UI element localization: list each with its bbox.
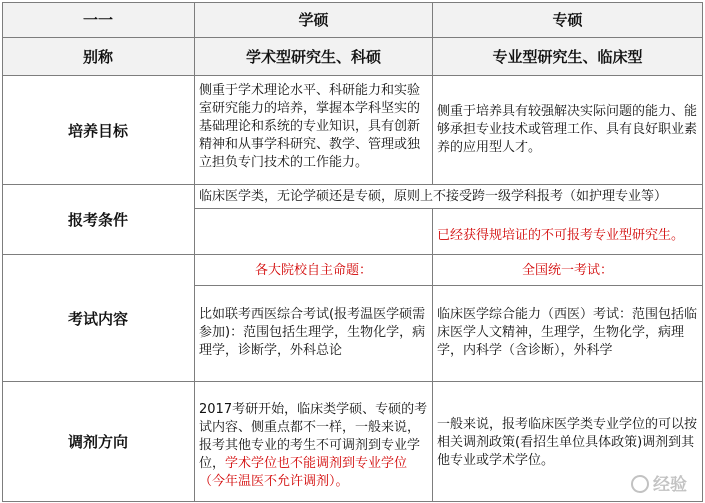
table-border-right <box>702 2 703 502</box>
row-label-exam-content: 考试内容 <box>67 309 128 328</box>
watermark-text: 经验 <box>653 475 687 495</box>
column-divider-middle-bottom <box>432 208 433 502</box>
row-label-eligibility: 报考条件 <box>67 211 128 229</box>
adjustment-academic <box>199 401 429 496</box>
exam-content-academic-title: 各大院校自主命题： <box>254 262 372 278</box>
alias-professional: 专业型研究生、临床型 <box>492 48 643 66</box>
row-divider-eligibility-inner <box>194 208 703 209</box>
table-border-bottom <box>2 501 703 502</box>
site-watermark <box>631 470 687 495</box>
row-label-alias: 别称 <box>82 48 113 66</box>
exam-content-academic: 比如联考西医综合考试(报考温医学硕需参加)：范围包括生理学，生物化学，病理学，诊断学，外科总论 <box>199 307 426 358</box>
row-label-adjustment: 调剂方向 <box>67 433 128 451</box>
exam-content-professional-title: 全国统一考试： <box>521 262 613 278</box>
row-divider-exam-inner <box>194 285 703 286</box>
row-label-training-goal: 培养目标 <box>67 121 128 140</box>
column-divider-label <box>194 2 195 502</box>
paw-icon <box>631 475 649 493</box>
training-goal-professional: 侧重于培养具有较强解决实际问题的能力、能够承担专业技术或管理工作、具有良好职业素养的应用型人才。 <box>437 104 698 155</box>
column-header-academic: 学硕 <box>298 11 329 29</box>
adjustment-professional: 一般来说，报考临床医学类专业学位的可以按相关调剂政策(看招生单位具体政策)调剂到其他专业或学术学位。 <box>437 417 698 468</box>
alias-academic: 学术型研究生、科硕 <box>245 48 381 66</box>
column-header-professional: 专硕 <box>552 11 583 29</box>
adjustment-academic-text: 2017考研开始，临床类学硕、专硕的考试内容、侧重点都不一样，一般来说，报考其他专业的考生不可调剂到专业学位， <box>199 402 428 471</box>
table-corner-cell: 一一 <box>82 11 113 29</box>
exam-content-professional: 临床医学综合能力（西医）考试：范围包括临床医学人文精神，生理学，生物化学，病理学，内科学（含诊断），外科学 <box>437 307 698 358</box>
adjustment-academic-red-text: 学术学位也不能调剂到专业学位（今年温医不允许调剂）。 <box>199 456 408 489</box>
eligibility-shared: 临床医学类，无论学硕还是专硕，原则上不接受跨一级学科报考（如护理专业等） <box>199 189 668 204</box>
eligibility-professional-note: 已经获得规培证的不可报考专业型研究生。 <box>437 228 685 243</box>
training-goal-academic: 侧重于学术理论水平、科研能力和实验室研究能力的培养，掌握本学科坚实的基础理论和系统的专业知识，具有创新精神和从事学科研究、教学、管理或独立担负专门技术的工作能力。 <box>199 83 421 170</box>
